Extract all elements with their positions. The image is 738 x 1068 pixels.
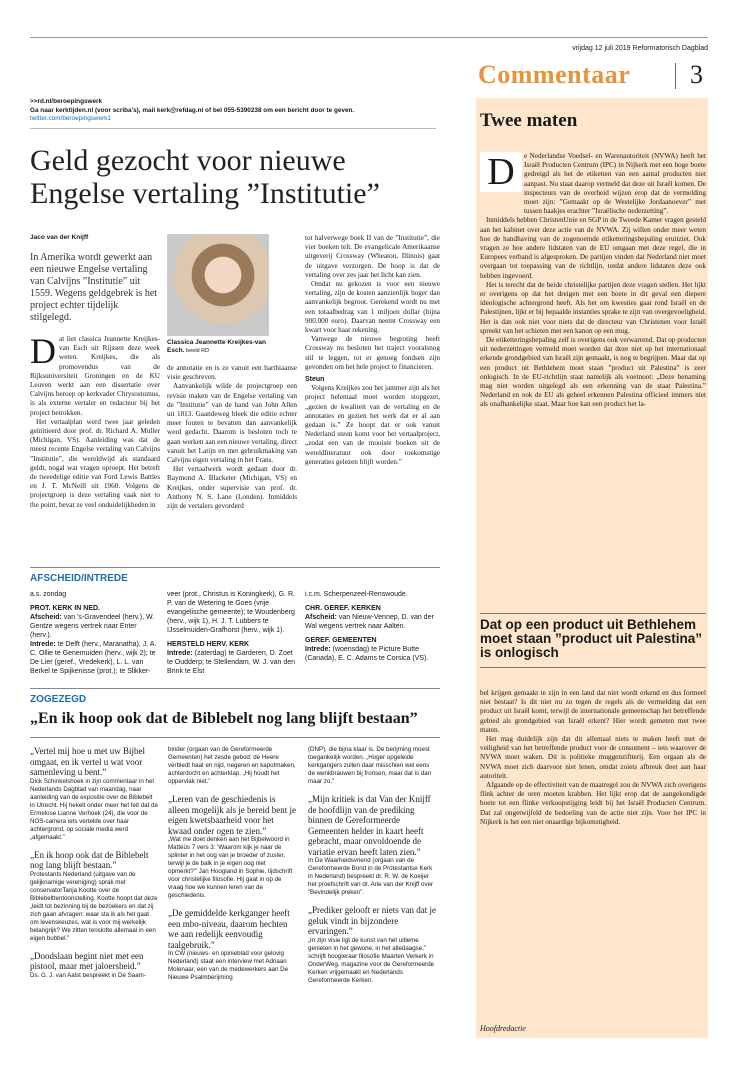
- text: van Nieuw-Vennep, D. van der Wal wegens vertrek naar Aalten.: [305, 614, 434, 630]
- paragraph: Afgaande op de effectiviteit van de maatregel zou de NVWA zich overigens flink achter de oren moeten krabben. Het lijkt erop dat de aangekondigde boete tot een flinke verkoopstijging leidt bij het Israël Producten Centrum. Dat zal ongetwijfeld de bedoeling van de actie niet zijn. Voor het IPC in Nijkerk is het een niet onaardige bijkomstigheid.: [480, 781, 706, 826]
- entry: [305, 613, 435, 631]
- byline: Jaco van der Knijff: [30, 234, 89, 241]
- source: binder (orgaan van de Gereformeerde Gemeenten) het zesde gebod: de Heere verbiedt haat en nijd, negeren en kapotmaken, achterdocht en achterklap. „Hij houdt het oppervlak niet.”: [168, 746, 296, 785]
- subhead: Steun: [305, 376, 325, 384]
- caption-text: Classica Jeannette Kreijkes-van Esch.: [167, 339, 266, 354]
- commentary-body-bottom: [480, 689, 706, 827]
- paragraph: bel krijgen gemaakt te zijn in een land dat niet wordt erkend en dus formeel niet bestaat? Is dit niet nu zo tegen de regels als de vermelding dat een product uit Israël komt, terwijl de internationale gemeenschap het betreffende gebied als grondgebied van Israël erkent? Hier wordt gemeten met twee maten.: [480, 689, 706, 734]
- entry: [30, 613, 160, 640]
- paragraph: Vanwege de nieuwe begroting heeft Crossway nu besloten het traject vooralsnog stil te leggen, tot er genoeg fondsen zijn gevonden om het hele project te financieren.: [305, 335, 440, 371]
- zogezegd-column-2: [168, 746, 296, 990]
- source: Protestants Nederland (uitgave van de gelijknamige vereniging) sprak met conservatorTanja Kootte over de Biblebelttentoonstelling. Kootte hoopt dat deze „leidt tot bezinning bij de bezoekers en dat zij zich gaan afvragen: waar sta ik als het gaat om levenskeuzes, wat is voor mij werkelijk belangrijk? We zitten tenslotte allemaal in een eigen bubbel.”: [30, 870, 158, 942]
- paragraph: at liet classica Jeannette Kreijkes-van Esch uit Rijssen deze week weten. Kreijkes, die als promovendus van de Rijksuniversiteit Groningen en de KU Leuven werkt aan een dissertatie over Calvijns beroep op kerkvader Chrysostomus, is als externe vertaler en redacteur bij het project betrokken.: [30, 335, 160, 417]
- paragraph: Het is terecht dat de beide christelijke partijen deze vragen stellen. Het lijkt er overigens op dat het dreigen met een boete in dit geval een diepere ideologische achtergrond heeft. Als het om kwesties gaat rond Israël en de Palestijnen, lijkt er bij bepaalde instanties sprake te zijn van overgevoeligheid. Het is dan ook niet voor niets dat de directeur van Christenen voor Israël spreekt van het schieten met een kanon op een mug.: [480, 280, 706, 335]
- article-column-2: [167, 364, 297, 511]
- contact-line: Ga naar kerktijden.nl (voor scriba's), mail kerk@refdag.nl of bel 055-5390238 om een bericht door te geven.: [30, 106, 355, 114]
- commentary-title: Twee maten: [480, 110, 578, 131]
- text: te Delft (herv., Maranatha), J. A. C. Ollie te Genemuiden (herv., wijk 2); te De Lier (geref., Vredekerk), L. L. van Berkel te Spijkenisse (prot.); te Slikker-: [30, 641, 157, 675]
- drop-cap: D: [487, 151, 515, 193]
- entry: [30, 640, 160, 676]
- zogezegd-column-1: [30, 746, 158, 988]
- quote: „Vertel mij hoe u met uw Bijbel omgaat, en ik vertel u wat voor samenleving u bent.”: [30, 746, 145, 777]
- photo-credit: beeld RD: [186, 348, 210, 354]
- afscheid-column-2: [167, 590, 297, 676]
- label: Afscheid:: [30, 614, 62, 621]
- quote: „Mijn kritiek is dat Van der Knijff de hoofdlijn van de prediking binnen de Gereformeerde Gemeenten helder in kaart heeft gebracht, maar onvoldoende de variatie ervan heeft laten zien.”: [308, 794, 431, 857]
- quote: „En ik hoop ook dat de Biblebelt nog lang blijft bestaan.”: [30, 849, 149, 870]
- source: In CW (nieuws- en opinieblad voor gelovig Nederland) staat een interview met Adriaan Molenaar, een van de medewerkers aan De Nieuwe Psalmberijming: [168, 950, 289, 981]
- label: Intrede:: [305, 646, 331, 653]
- paragraph: tot halverwege boek II van de ”Institutie”, die vier boeken telt. De evangelicale Amerikaanse uitgeverij Crossway (Wheaton, Illinois) gaat de uitgave verzorgen. De hoop is dat de vertaling over zes jaar het licht kan zien.: [305, 234, 440, 279]
- zogezegd-headline: „En ik hoop ook dat de Biblebelt nog lang blijft bestaan”: [30, 710, 418, 727]
- rd-link[interactable]: >>rd.nl/beroepingswerk: [30, 98, 103, 105]
- beroepingswerk-links: [30, 98, 354, 124]
- portrait-photo: [167, 234, 269, 336]
- entry: [305, 645, 435, 663]
- section-rule: [30, 737, 440, 738]
- intro: a.s. zondag: [30, 591, 67, 598]
- text: i.c.m. Scherpenzeel-Renswoude.: [305, 591, 408, 598]
- quote: „Prediker gelooft er niets van dat je geluk vindt in bijzondere ervaringen.”: [308, 905, 436, 936]
- paragraph: Het vertaalwerk wordt gedaan door dr. Raymond A. Blacketer (Michigan, VS) en Kreijkes, onder supervisie van prof. dr. Anthony N. S. Lane (Londen). Inmiddels zijn de vertalers gevorderd: [167, 465, 297, 511]
- text: (zaterdag) te Garderen, D. Zoet te Oudderp; te Stellendam, W. J. van den Brink te Elst: [167, 650, 296, 675]
- text: (woensdag) te Picture Butte (Canada), E. C. Adams te Corsica (VS).: [305, 646, 429, 662]
- paragraph: Volgens Kreijkes zou het jammer zijn als het project helemaal moet worden stopgezet, „gezien de kwaliteit van de vertaling en de annotaties en gezien het werk dat er al aan gedaan is.” Ze hoopt dat er ook vanuit Nederland steun komt voor het vertaalproject, „zodat een van de mooiste boeken uit de wereldliteratuur ook door toekomstige generaties gelezen blijft worden.”: [305, 384, 440, 466]
- section-rule: [30, 567, 440, 568]
- article-column-1: [30, 331, 160, 510]
- label: Intrede:: [167, 650, 193, 657]
- source: (DNP), die bijna klaar is. De berijming moest toegankelijk worden. „Hoger opgeleide kerkgangers zullen daar misschien wel eens de wenkbrauwen bij fronsen, maar dat is dan maar zo.”: [308, 746, 432, 785]
- paragraph: de annotatie en is ze vanuit een barthiaanse visie geschreven.: [167, 364, 297, 382]
- text: veer (prot., Christus is Koningkerk), G. R. P. van de Wetering te Goes (vrije evangelische gemeente); te Woudenberg (herv., wijk 1), H. J. T. Lubbers te IJsselmuiden-Grafhorst (herv., wijk 1).: [167, 591, 295, 634]
- section-rule: [30, 688, 440, 689]
- church-name: GEREF. GEMEENTEN: [305, 637, 377, 644]
- label: Intrede:: [30, 641, 56, 648]
- quote: „Leren van de geschiedenis is alleen mogelijk als je bereid bent je eigen kwetsbaarheid voor het kwaad onder ogen te zien.”: [168, 794, 296, 836]
- zogezegd-column-3: [308, 746, 436, 993]
- twitter-link[interactable]: twitter.com/beroepingswerk1: [30, 115, 111, 122]
- article-lead: In Amerika wordt gewerkt aan een nieuwe Engelse vertaling van Calvijns ”Institutie” uit 1559. Wegens geldgebrek is het project echter tijdelijk stilgelegd.: [30, 252, 158, 323]
- paragraph: Inmiddels hebben ChristenUnie en SGP in de Tweede Kamer vragen gesteld aan het kabinet over deze actie van de NVWA. Zij willen onder meer weten hoe de handhaving van de zogenoemde etiketteringsbepaling eruitziet. Ook vragen ze hoe andere lidstaten van de EU omgaan met deze regel, die in Europees verband is afgesproken. De partijen vinden dat Nederland niet moet overgaan tot toepassing van de richtlijn, totdat andere lidstaten deze ook hebben ingevoerd.: [480, 216, 706, 280]
- paragraph: Het vertaalplan werd twee jaar geleden geïnitieerd door prof. dr. Richard A. Muller (Michigan, VS). Aanleiding was dat de meest recente Engelse vertaling van Calvijns ”Institutie”, die wereldwijd als standaard geldt, nogal wat vragen oproept. Het betreft de tweedelige editie van Ford Lewis Battles en J. T. McNeill uit 1960. Volgens de projectgroep is deze vertaling vaak niet to the point, bevat ze veel onduidelijkheden in: [30, 417, 160, 509]
- church-name: CHR. GEREF. KERKEN: [305, 605, 381, 612]
- links-rule: [30, 128, 436, 129]
- pull-quote-rule: [480, 667, 706, 668]
- pull-quote: Dat op een product uit Bethlehem moet staan ”product uit Palestina” is onlogisch: [480, 617, 703, 660]
- label: Afscheid:: [305, 614, 337, 621]
- quote: „Doodslaan begint niet met een pistool, maar met jaloersheid.”: [30, 950, 144, 971]
- pull-quote-rule: [480, 613, 706, 614]
- church-name: PROT. KERK IN NED.: [30, 605, 101, 612]
- section-divider: [675, 63, 676, 89]
- entry: [167, 649, 297, 676]
- paragraph: Aanvankelijk wilde de projectgroep een revisie maken van de Engelse vertaling van de ”Institutie” van de hand van John Allen uit 1813. Gaandeweg bleek die editie echter meer fouten te bevatten dan aanvankelijk werd gedacht. Daarom is besloten toch te gaan werken aan een nieuwe vertaling, direct vanuit het Latijn en met gebruikmaking van Calvijns eigen vertaling in het Frans.: [167, 382, 297, 465]
- afscheid-column-1: [30, 590, 160, 676]
- source: „Wat me doet denken aan het Bijbelwoord in Mattéüs 7 vers 3: 'Waarom kijk je naar de splinter in het oog van je broeder of zuster, terwijl je de balk in je eigen oog niet opmerkt?'” Jan Hoogland in Sophie, tijdschrift voor christelijke filosofie. Hij gaat in op de vraag hoe we kunnen leren van de geschiedenis.: [168, 836, 293, 899]
- section-title: Commentaar: [478, 60, 631, 89]
- paragraph: Omdat nu gekozen is voor een nieuwe vertaling, zijn de kosten aanzienlijk hoger dan aanvankelijk begroot. Gerekend wordt nu met een totaalbedrag van 1 miljoen dollar (bijna 900.000 euro). Daarvan neemt Crossway een kwart voor haar rekening.: [305, 280, 440, 335]
- source: Dick Schinkelshoek in zijn commentaar in het Nederlands Dagblad van maandag, naar aanleiding van de expositie over de Biblebelt in Utrecht. Hij hekelt onder meer het feit dat de Ermelose Lianne Verhoek (24), die voor de NOS-camera iets vertelde over haar achtergrond, op sociale media werd „afgemaakt.”: [30, 777, 158, 841]
- church-name: HERSTELD HERV. KERK: [167, 641, 250, 648]
- article-column-3: [305, 234, 440, 467]
- quote: „De gemiddelde kerkganger heeft een mbo-niveau, daarom hechten we aan redelijk eenvoudig taalgebruik.”: [168, 908, 290, 950]
- source: In De Waarheidsvriend (orgaan van de Gereformeerde Bond in de Protestantse Kerk in Nederland) bespreekt dr. R. W. de Koeijer het proefschrift van dr. Arie van der Knijff over ”Bevindelijk preken”.: [308, 857, 434, 896]
- top-rule: [30, 37, 708, 38]
- signature: Hoofdredactie: [480, 1024, 526, 1033]
- drop-cap: D: [30, 331, 56, 371]
- afscheid-title: AFSCHEID/INTREDE: [30, 573, 128, 584]
- paragraph: Het mag duidelijk zijn dat dit allemaal niets te maken heeft met de veiligheid van het betreffende product voor de consument – iets waarover de NVWA moet waken. Dit is politieke muggenziftterij. Een orgaan als de NVWA moet zich daarvoor niet lenen, omdat zoiets afbreuk doet aan haar autoriteit.: [480, 735, 706, 780]
- commentary-body-top: [480, 152, 706, 410]
- text: van 's-Gravendeel (herv.), W. Gentze wegens vertrek naar Enter (herv.).: [30, 614, 155, 639]
- afscheid-column-3: [305, 590, 435, 663]
- date-line: vrijdag 12 juli 2019 Reformatorisch Dagblad: [572, 45, 708, 52]
- page-number: 3: [690, 60, 703, 89]
- paragraph: e Nederlandse Voedsel- en Warenautoriteit (NVWA) heeft het Israël Producten Centrum (IPC) in Nijkerk met een hoge boete gedreigd als het de etiketten van een aantal producten niet aanpast. Nu staat daarop vermeld dat deze uit Israël komen. De inspecteurs van de overheid wijzen erop dat de vermelding moet zijn: ”Gemaakt op de Westelijke Jordaanoever” met tussen haakjes erachter ”Israëlische nederzetting”.: [524, 152, 706, 216]
- photo-caption: [167, 339, 277, 355]
- article-headline: Geld gezocht voor nieuwe Engelse vertaling ”Institutie”: [30, 144, 380, 210]
- source: Ds. G. J. van Aalst bespreekt in De Saam-: [30, 971, 146, 979]
- zogezegd-title: ZOGEZEGD: [30, 694, 87, 705]
- paragraph: De etiketteringsbepaling zelf is overigens ook verwarrend. Dat op producten uit nederzettingen vermeld moet worden dat deze niet op het internationaal erkende grondgebied van Israël zijn gemaakt, is nog te begrijpen. Maar dat op een product uit Bethlehem moet staan ”product uit Palestina” is zeer onlogisch. In de EU-richtlijn staat namelijk als voetnoot: „Deze benaming mag niet worden uitgelegd als een erkenning van de staat Palestina.” Nederland en ook de EU als geheel erkennen Palestina officieel immers niet als onafhankelijke staat. Maar hoe kan een product het la-: [480, 336, 706, 409]
- source: „In zijn visie ligt de kunst van het uitleme genieten in het gewone, in het alledaagse,” schrijft hoogleraar filosofie Maarten Verkerk in OnderWeg, magazine voor de Gereformeerde Kerken vrijgemaakt en Nederlands Gereformeerde Kerken.: [308, 936, 435, 984]
